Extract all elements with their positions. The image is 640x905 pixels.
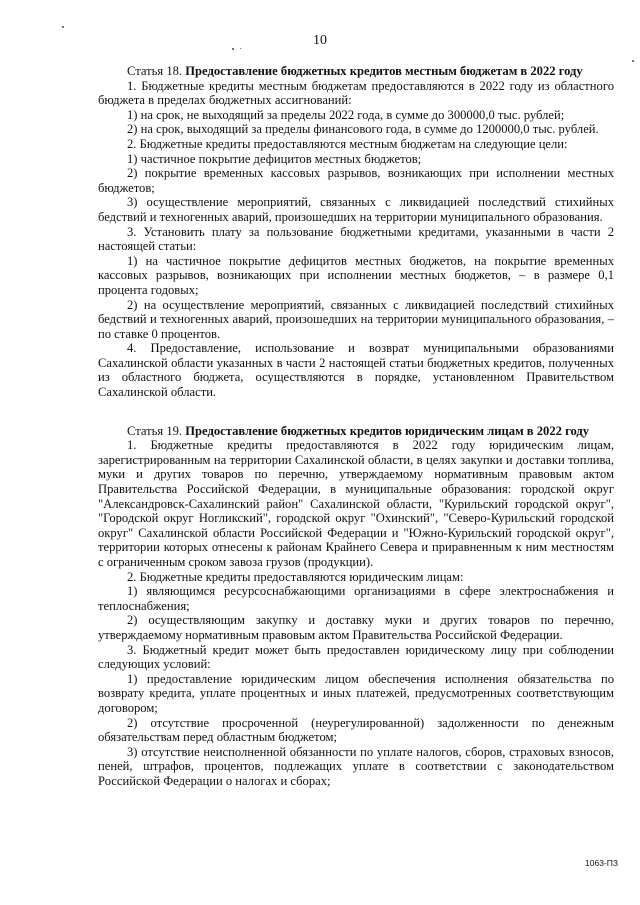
article-18-paragraph: 1) на частичное покрытие дефицитов местных бюджетов, на покрытие временных кассовых разрывов, возникающих при исполнении местных бюджетов, – в размере 0,1 процента годовых; — [98, 253, 614, 297]
scan-speck — [632, 60, 634, 62]
article-18-title: Предоставление бюджетных кредитов местным бюджетам в 2022 году — [185, 64, 583, 78]
article-18-paragraph: 2) на срок, выходящий за пределы финансового года, в сумме до 1200000,0 тыс. рублей. — [127, 122, 599, 137]
article-19-paragraph: 2) отсутствие просроченной (неурегулированной) задолженности по денежным обязательствам перед областным бюджетом; — [98, 715, 614, 745]
article-18 — [98, 64, 614, 400]
article-19-paragraph: 2. Бюджетные кредиты предоставляются юридическим лицам: — [127, 569, 464, 584]
article-18-paragraph: 2) на осуществление мероприятий, связанных с ликвидацией последствий стихийных бедствий и техногенных аварий, произошедших на территории муниципального образования, – по ставке 0 процентов. — [98, 297, 614, 341]
document-body — [98, 64, 614, 789]
article-18-paragraph: 1) на срок, не выходящий за пределы 2022 года, в сумме до 300000,0 тыс. рублей; — [127, 107, 565, 122]
article-19-heading — [98, 424, 614, 439]
article-19-label: Статья 19. — [127, 423, 183, 438]
article-19-paragraph: 1) являющимся ресурсоснабжающими организациями в сфере электроснабжения и теплоснабжения; — [98, 584, 614, 613]
document-code: 1063-ПЗ — [585, 858, 618, 868]
article-19-paragraph: 3. Бюджетный кредит может быть предоставлен юридическому лицу при соблюдении следующих условий: — [98, 642, 614, 672]
section-spacer — [98, 400, 614, 424]
article-18-paragraph: 1. Бюджетные кредиты местным бюджетам предоставляются в 2022 году из областного бюджета в пределах бюджетных ассигнований: — [98, 78, 614, 108]
scan-speck — [62, 26, 64, 28]
article-19-paragraph: 2) осуществляющим закупку и доставку муки и других товаров по перечню, утверждаемому нормативным правовым актом Правительства Российской Федерации. — [98, 613, 614, 642]
article-18-paragraph: 3) осуществление мероприятий, связанных с ликвидацией последствий стихийных бедствий и техногенных аварий, произошедших на территории муниципального образования. — [98, 195, 614, 224]
article-19-paragraph: 1) предоставление юридическим лицом обеспечения исполнения обязательства по возврату кредита, уплате процентных и иных платежей, предусмотренных соответствующим договором; — [98, 671, 614, 715]
article-19-title: Предоставление бюджетных кредитов юридическим лицам в 2022 году — [185, 423, 590, 438]
article-18-paragraph: 2. Бюджетные кредиты предоставляются местным бюджетам на следующие цели: — [127, 136, 568, 151]
article-19-paragraph: 3) отсутствие неисполненной обязанности по уплате налогов, сборов, страховых взносов, пеней, штрафов, процентов, подлежащих уплате в соответствии с законодательством Российской Федерации о налогах и сборах; — [98, 744, 614, 788]
article-18-paragraph: 3. Установить плату за пользование бюджетными кредитами, указанными в части 2 настоящей статьи: — [98, 224, 614, 254]
article-18-label: Статья 18. — [127, 64, 183, 78]
article-18-paragraph: 1) частичное покрытие дефицитов местных бюджетов; — [127, 151, 422, 166]
article-19 — [98, 424, 614, 789]
article-18-heading — [98, 64, 614, 79]
article-19-paragraph: 1. Бюджетные кредиты предоставляются в 2022 году юридическим лицам, зарегистрированным на территории Сахалинской области, в целях закупки и доставки топлива, муки и других товаров по перечню, утверждаемому нормативным правовым актом Правительства Российской Федерации, в муниципальные образования: городской округ "Александровск-Сахалинский район" Сахалинской области, "Курильский городской округ", "Городской округ Ногликский", городской округ "Охинский", "Северо-Курильский городской округ" Сахалинской области Российской Федерации и "Южно-Курильский городской округ", территории которых отнесены к районам Крайнего Севера и приравненным к ним местностям с ограниченным сроком завоза грузов (продукции). — [98, 438, 614, 569]
article-18-paragraph: 4. Предоставление, использование и возврат муниципальными образованиями Сахалинской области указанных в части 2 настоящей статьи бюджетных кредитов, полученных из областного бюджета, осуществляются в порядке, установленном Правительством Сахалинской области. — [98, 341, 614, 400]
article-18-paragraph: 2) покрытие временных кассовых разрывов, возникающих при исполнении местных бюджетов; — [98, 166, 614, 195]
page-number: 10 — [313, 33, 327, 48]
